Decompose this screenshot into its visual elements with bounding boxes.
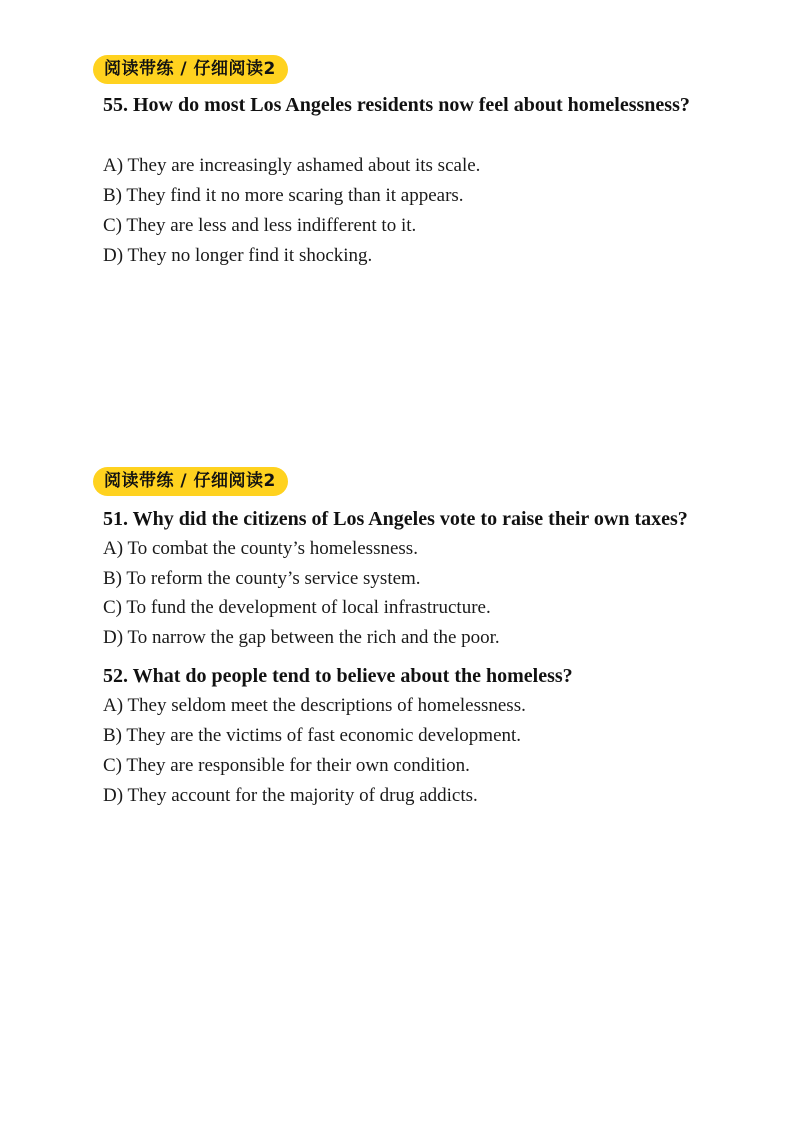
option-c: C) To fund the development of local infrastructure.	[103, 597, 491, 618]
option-a: A) They seldom meet the descriptions of homelessness.	[103, 695, 526, 716]
question-55: 55. How do most Los Angeles residents now feel about homelessness?	[103, 94, 690, 116]
option-c: C) They are less and less indifferent to it.	[103, 215, 417, 236]
section-tag: 阅读带练 / 仔细阅读2	[93, 467, 288, 496]
option-a: A) They are increasingly ashamed about its scale.	[103, 155, 481, 176]
option-d: D) To narrow the gap between the rich and the poor.	[103, 627, 500, 648]
option-d: D) They account for the majority of drug addicts.	[103, 785, 478, 806]
option-b: B) They find it no more scaring than it appears.	[103, 185, 464, 206]
option-a: A) To combat the county’s homelessness.	[103, 538, 418, 559]
question-51: 51. Why did the citizens of Los Angeles vote to raise their own taxes?	[103, 508, 688, 530]
option-c: C) They are responsible for their own condition.	[103, 755, 470, 776]
option-b: B) They are the victims of fast economic development.	[103, 725, 522, 746]
option-b: B) To reform the county’s service system.	[103, 568, 421, 589]
question-52: 52. What do people tend to believe about the homeless?	[103, 665, 573, 687]
section-tag: 阅读带练 / 仔细阅读2	[93, 55, 288, 84]
option-d: D) They no longer find it shocking.	[103, 245, 373, 266]
